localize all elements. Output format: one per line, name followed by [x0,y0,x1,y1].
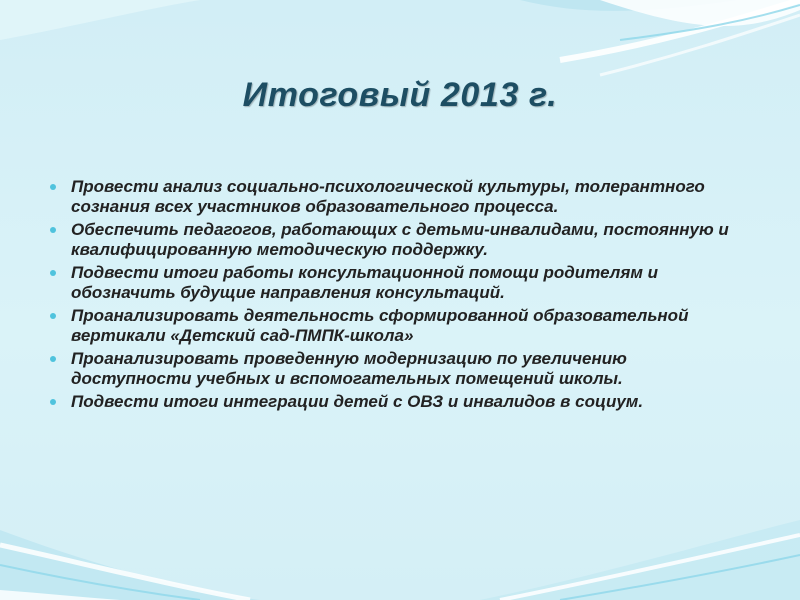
slide-title: Итоговый 2013 г. [242,76,558,114]
bullet-dot-icon [50,313,56,319]
wave-bottom-right-1 [480,520,800,600]
bullet-dot-icon [50,184,56,190]
bullet-text: Проанализировать проведенную модернизацию по увеличению доступности учебных и вспомогательных помещений школы. [71,349,627,388]
bullet-item [48,220,738,259]
bullet-item [48,263,738,302]
bullet-dot-icon [50,227,56,233]
wave-top-left [0,0,200,40]
bullet-item [48,306,738,345]
bullet-item [48,177,738,216]
bullet-text: Проанализировать деятельность сформированной образовательной вертикали «Детский сад-ПМПК-школа» [71,306,689,345]
bullet-text: Подвести итоги интеграции детей с ОВЗ и инвалидов в социум. [71,392,644,411]
bullet-text: Обеспечить педагогов, работающих с детьми-инвалидами, постоянную и квалифицированную методическую поддержку. [71,220,729,259]
bullet-item [48,349,738,388]
bullet-dot-icon [50,270,56,276]
bullet-list [48,177,738,416]
bullet-dot-icon [50,356,56,362]
bullet-text: Подвести итоги работы консультационной помощи родителям и обозначить будущие направления консультаций. [71,263,659,302]
bullet-text: Провести анализ социально-психологической культуры, толерантного сознания всех участников образовательного процесса. [71,177,705,216]
bullet-dot-icon [50,399,56,405]
bullet-item [48,392,738,412]
